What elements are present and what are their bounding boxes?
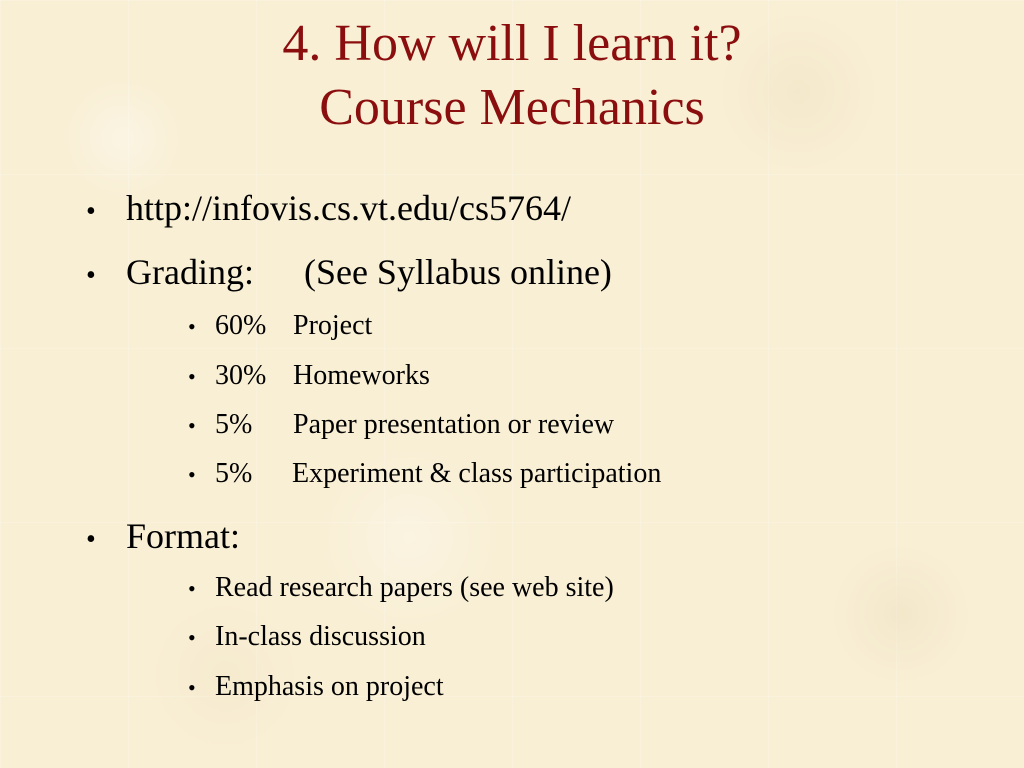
grading-percent: 5%	[215, 409, 253, 440]
format-item-discussion	[188, 619, 426, 656]
bullet-course-url	[86, 186, 571, 234]
sub-bullet-icon: •	[188, 364, 196, 389]
format-item-papers	[188, 570, 614, 607]
grading-item-project	[188, 308, 372, 345]
sub-bullet-icon: •	[188, 576, 196, 601]
sub-bullet-icon: •	[188, 413, 196, 438]
bullet-icon: •	[86, 260, 96, 291]
title-line-1: 4. How will I learn it?	[282, 15, 742, 72]
bullet-grading	[86, 250, 612, 298]
format-item-project	[188, 669, 444, 706]
format-item-label: In-class discussion	[215, 621, 426, 652]
bullet-icon: •	[86, 524, 96, 555]
grading-percent: 60%	[215, 310, 267, 341]
grading-item-label: Homeworks	[293, 360, 430, 391]
grading-label: Grading:	[126, 252, 254, 292]
sub-bullet-icon: •	[188, 675, 196, 700]
sub-bullet-icon: •	[188, 625, 196, 650]
format-item-label: Read research papers (see web site)	[215, 572, 614, 603]
grading-item-experiment	[188, 456, 661, 493]
grading-percent: 5%	[215, 458, 253, 489]
format-item-label: Emphasis on project	[215, 671, 444, 702]
bullet-icon: •	[86, 196, 96, 227]
grading-item-paper	[188, 407, 614, 444]
bullet-format	[86, 514, 240, 562]
grading-percent: 30%	[215, 360, 267, 391]
grading-item-label: Paper presentation or review	[293, 409, 615, 440]
course-url-text: http://infovis.cs.vt.edu/cs5764/	[126, 188, 571, 228]
format-label: Format:	[126, 516, 240, 556]
grading-item-label: Project	[293, 310, 373, 341]
sub-bullet-icon: •	[188, 462, 196, 487]
grading-note: (See Syllabus online)	[303, 252, 612, 292]
title-line-2: Course Mechanics	[319, 79, 705, 136]
grading-item-homeworks	[188, 358, 430, 395]
grading-item-label: Experiment & class participation	[292, 458, 662, 489]
sub-bullet-icon: •	[188, 314, 196, 339]
